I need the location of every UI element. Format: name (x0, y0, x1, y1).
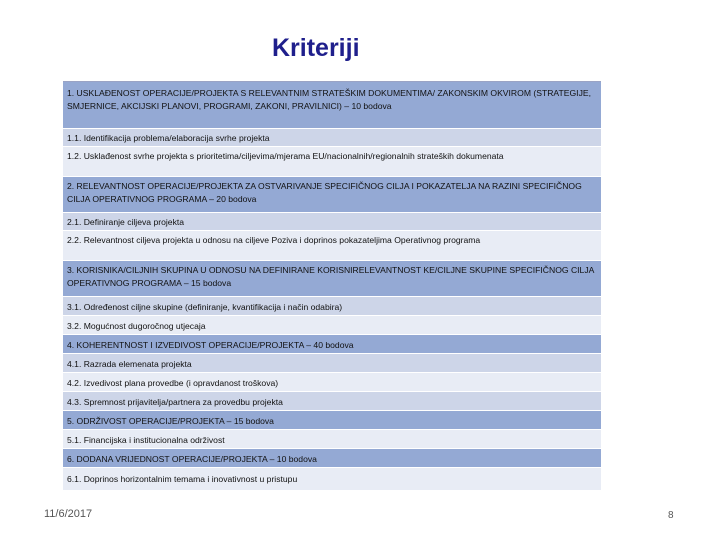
sub-criterion-row: 2.2. Relevantnost ciljeva projekta u odnosu na ciljeve Poziva i doprinos pokazateljima Operativnog programa (63, 231, 601, 261)
criteria-table (63, 81, 601, 491)
sub-criterion-row: 5.1. Financijska i institucionalna održivost (63, 430, 601, 449)
sub-criterion-row: 4.2. Izvedivost plana provedbe (i opravdanost troškova) (63, 373, 601, 392)
criterion-row: 4. KOHERENTNOST I IZVEDIVOST OPERACIJE/PROJEKTA – 40 bodova (63, 335, 601, 354)
sub-criterion-row: 1.1. Identifikacija problema/elaboracija svrhe projekta (63, 129, 601, 147)
slide-title: Kriteriji (272, 34, 360, 62)
page-number: 8 (668, 510, 674, 521)
slide-date: 11/6/2017 (44, 508, 93, 520)
sub-criterion-row: 6.1. Doprinos horizontalnim temama i inovativnost u pristupu (63, 468, 601, 491)
sub-criterion-row: 2.1. Definiranje ciljeva projekta (63, 213, 601, 231)
criterion-row: 5. ODRŽIVOST OPERACIJE/PROJEKTA – 15 bodova (63, 411, 601, 430)
sub-criterion-row: 4.3. Spremnost prijavitelja/partnera za provedbu projekta (63, 392, 601, 411)
sub-criterion-row: 1.2. Usklađenost svrhe projekta s prioritetima/ciljevima/mjerama EU/nacionalnih/regionalnih strateških dokumenata (63, 147, 601, 177)
sub-criterion-row: 3.2. Mogućnost dugoročnog utjecaja (63, 316, 601, 335)
criterion-row: 6. DODANA VRIJEDNOST OPERACIJE/PROJEKTA – 10 bodova (63, 449, 601, 468)
criterion-row: 2. RELEVANTNOST OPERACIJE/PROJEKTA ZA OSTVARIVANJE SPECIFIČNOG CILJA I POKAZATELJA NA RAZINI SPECIFIČNOG CILJA OPERATIVNOG PROGRAMA – 20 bodova (63, 177, 601, 213)
sub-criterion-row: 4.1. Razrada elemenata projekta (63, 354, 601, 373)
sub-criterion-row: 3.1. Određenost ciljne skupine (definiranje, kvantifikacija i način odabira) (63, 297, 601, 316)
criterion-row: 1. USKLAĐENOST OPERACIJE/PROJEKTA S RELEVANTNIM STRATEŠKIM DOKUMENTIMA/ ZAKONSKIM OKVIROM (STRATEGIJE, SMJERNICE, AKCIJSKI PLANOVI, PROGRAMI, ZAKONI, PRAVILNICI) – 10 bodova (63, 82, 601, 129)
criterion-row: 3. KORISNIKA/CILJNIH SKUPINA U ODNOSU NA DEFINIRANE KORISNIRELEVANTNOST KE/CILJNE SKUPINE SPECIFIČNOG CILJA OPERATIVNOG PROGRAMA – 15 bodova (63, 261, 601, 297)
